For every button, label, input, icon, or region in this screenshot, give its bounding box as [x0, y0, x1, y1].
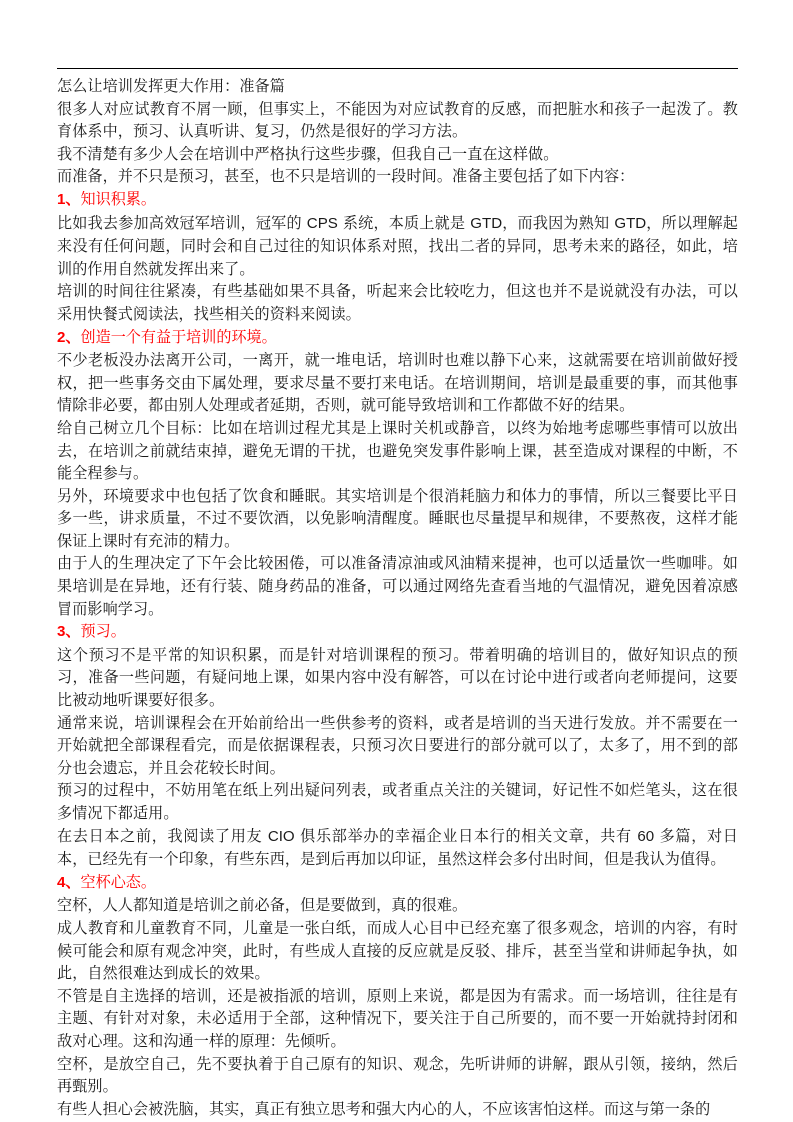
latin-run: CPS: [306, 214, 338, 232]
paragraph-intro-3: 而准备，并不只是预习，甚至，也不只是培训的一段时间。准备主要包括了如下内容：: [57, 167, 635, 186]
paragraph-4-5: 有些人担心会被洗脑，其实，真正有独立思考和强大内心的人，不应该害怕这样。而这与第一条的: [57, 1099, 711, 1118]
paragraph-4-3: 不管是自主选择的培训，还是被指派的培训，原则上来说，都是因为有需求。而一场培训，往往是有主题、有针对对象，未必适用于全部，这种情况下，要关注于自己所要的，而不要一开始就持封闭和敌对心理。这和沟通一样的原理：先倾听。: [57, 986, 738, 1050]
paragraph-3-3: 预习的过程中，不妨用笔在纸上列出疑问列表，或者重点关注的关键词，好记性不如烂笔头，这在很多情况下都适用。: [57, 781, 738, 822]
latin-run: GTD: [614, 214, 647, 232]
heading-3-preview: [57, 620, 738, 644]
heading-number: 1、: [57, 190, 81, 208]
heading-2-environment: [57, 326, 738, 350]
paragraph-1-2: 培训的时间往往紧凑，有些基础如果不具备，听起来会比较吃力，但这也并不是说就没有办法，可以采用快餐式阅读法，找些相关的资料来阅读。: [57, 282, 738, 323]
header-divider-rule: [57, 68, 738, 69]
paragraph-3-4: 在去日本之前，我阅读了用友 CIO 俱乐部举办的幸福企业日本行的相关文章，共有 60 多篇，对日本，已经先有一个印象，有些东西，是到后再加以印证，虽然这样会多付出时间，但是我认为值得。: [57, 826, 739, 869]
latin-run: GTD: [470, 214, 503, 232]
paragraph-3-1: 这个预习不是平常的知识积累，而是针对培训课程的预习。带着明确的培训目的，做好知识点的预习，准备一些问题，有疑问地上课，如果内容中没有解答，可以在讨论中进行或者向老师提问，这要比被动地听课要好很多。: [57, 645, 738, 710]
page-content-area: [57, 68, 738, 1120]
paragraph-4-4: 空杯，是放空自己，先不要执着于自己原有的知识、观念，先听讲师的讲解，跟从引领，接纳，然后再甄别。: [57, 1054, 738, 1096]
paragraph-4-2: 成人教育和儿童教育不同，儿童是一张白纸，而成人心目中已经充塞了很多观念，培训的内容，有时候可能会和原有观念冲突，此时，有些成人直接的反应就是反驳、排斥，甚至当堂和讲师起争执，如此，自然很难达到成长的效果。: [57, 918, 738, 983]
heading-number: 4、: [57, 873, 81, 891]
latin-run: 60: [637, 827, 655, 845]
paragraph-3-2: 通常来说，培训课程会在开始前给出一些供参考的资料，或者是培训的当天进行发放。并不需要在一开始就把全部课程看完，而是依据课程表，只预习次日要进行的部分就可以了，太多了，用不到的部分也会遗忘，并且会花较长时间。: [57, 713, 738, 777]
heading-4-empty-cup: [57, 871, 738, 895]
heading-number: 2、: [57, 328, 81, 346]
document-body: [57, 75, 738, 1120]
paragraph-2-1: 不少老板没办法离开公司，一离开，就一堆电话，培训时也难以静下心来，这就需要在培训前做好授权，把一些事务交由下属处理，要求尽量不要打来电话。在培训期间，培训是最重要的事，而其他事情除非必要，都由别人处理或者延期，否则，就可能导致培训和工作都做不好的结果。: [57, 351, 738, 415]
paragraph-2-3: 另外，环境要求中也包括了饮食和睡眠。其实培训是个很消耗脑力和体力的事情，所以三餐要比平日多一些，讲求质量，不过不要饮酒，以免影响清醒度。睡眠也尽量提早和规律，不要熬夜，这样才能保证上课时有充沛的精力。: [57, 486, 738, 550]
paragraph-intro-1: 很多人对应试教育不屑一顾，但事实上，不能因为对应试教育的反感，而把脏水和孩子一起泼了。教育体系中，预习、认真听讲、复习，仍然是很好的学习方法。: [57, 99, 738, 141]
doc-title: 怎么让培训发挥更大作用：准备篇: [57, 77, 285, 95]
paragraph-intro-2: 我不清楚有多少人会在培训中严格执行这些步骤，但我自己一直在这样做。: [57, 144, 559, 163]
heading-text: 空杯心态。: [80, 872, 156, 891]
heading-text: 创造一个有益于培训的环境。: [80, 327, 277, 346]
heading-text: 预习。: [80, 622, 126, 641]
heading-1-knowledge: [57, 188, 738, 212]
paragraph-4-1: 空杯，人人都知道是培训之前必备，但是要做到，真的很难。: [57, 896, 468, 915]
paragraph-1-1: 比如我去参加高效冠军培训，冠军的 CPS 系统，本质上就是 GTD，而我因为熟知 GTD，所以理解起来没有任何问题，同时会和自己过往的知识体系对照，找出二者的异同，思考未来的路径，如此，培训的作用自然就发挥出来了。: [57, 213, 738, 278]
heading-text: 知识积累。: [80, 189, 156, 208]
paragraph-2-4: 由于人的生理决定了下午会比较困倦，可以准备清凉油或风油精来提神，也可以适量饮一些咖啡。如果培训是在异地，还有行装、随身药品的准备，可以通过网络先查看当地的气温情况，避免因着凉感冒而影响学习。: [57, 554, 738, 618]
heading-number: 3、: [57, 623, 81, 641]
paragraph-2-2: 给自己树立几个目标：比如在培训过程尤其是上课时关机或静音，以终为始地考虑哪些事情可以放出去，在培训之前就结束掉，避免无谓的干扰，也避免突发事件影响上课，甚至造成对课程的中断，不能全程参与。: [57, 418, 738, 483]
latin-run: CIO: [267, 827, 295, 845]
